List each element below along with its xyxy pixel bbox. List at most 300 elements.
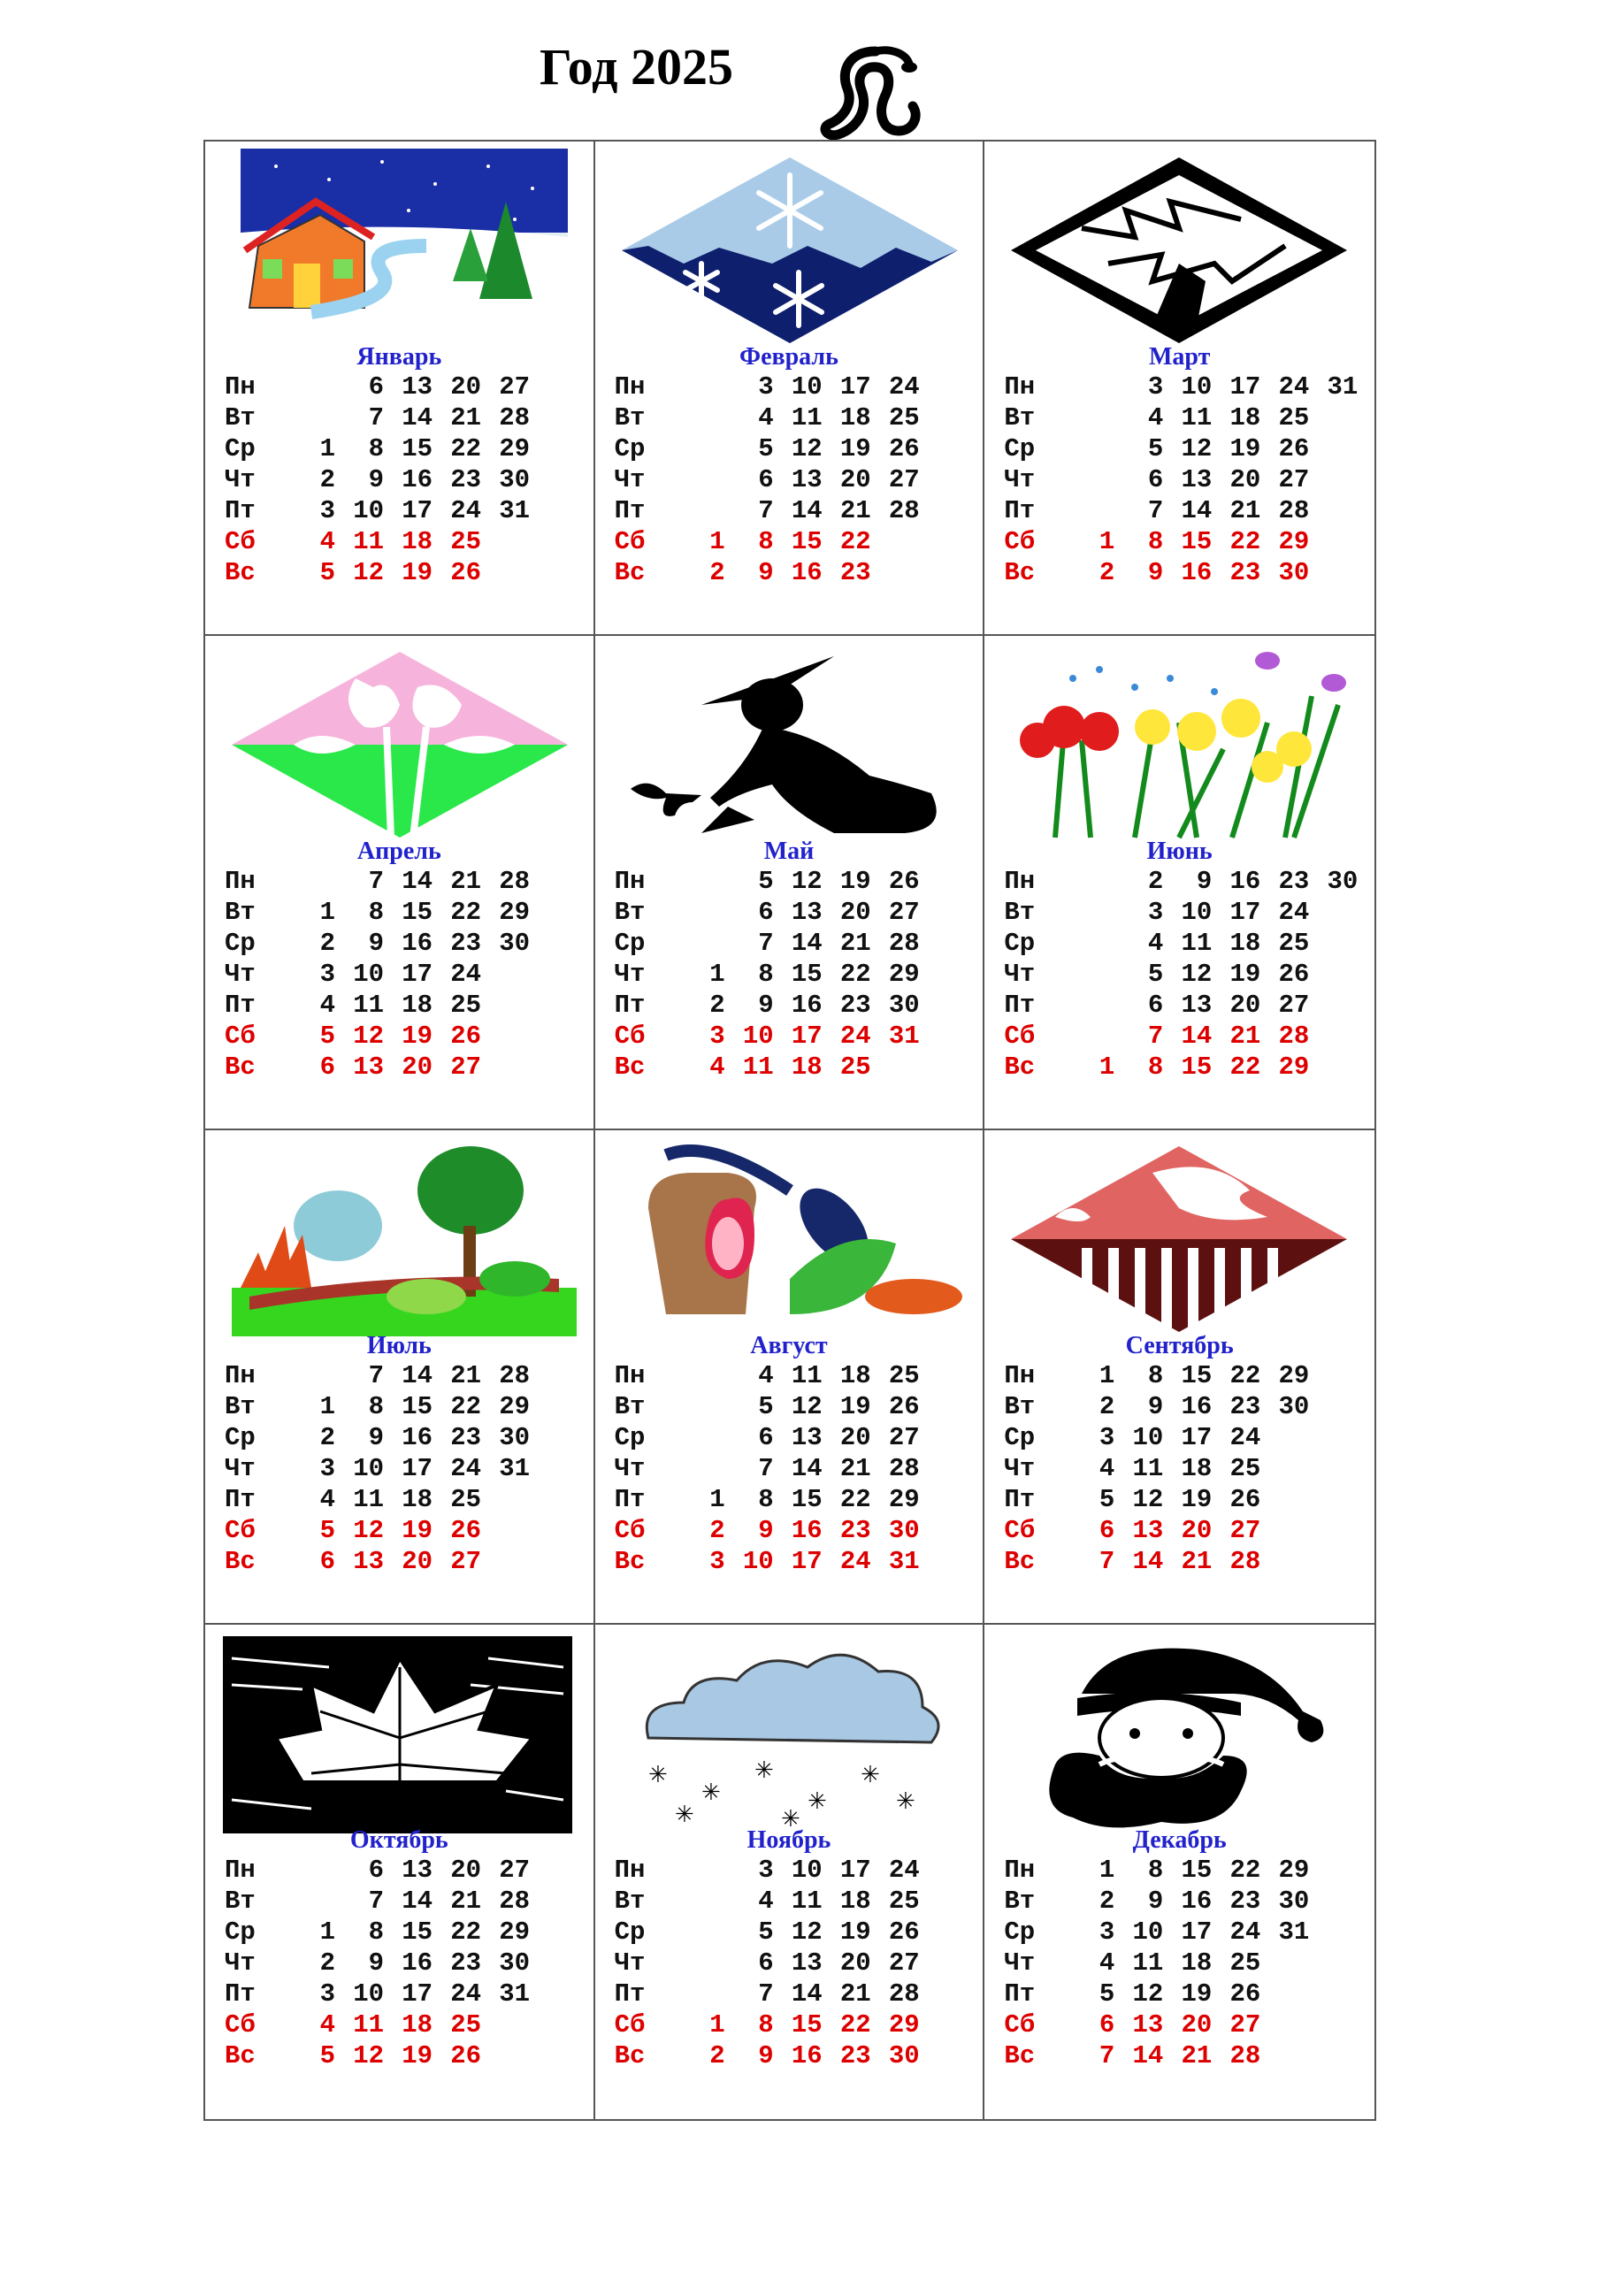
date-cell: 14	[402, 1361, 433, 1390]
weekday-row	[615, 1917, 920, 1948]
weekday-label: Сб	[225, 527, 256, 556]
weekday-row	[1004, 990, 1358, 1021]
date-cell: 5	[758, 1917, 774, 1947]
weekday-label: Вт	[1004, 403, 1036, 432]
date-cell: 21	[1229, 496, 1261, 525]
weekday-row	[225, 1546, 530, 1577]
date-cell: 24	[839, 1547, 871, 1576]
date-cell: 29	[888, 2010, 920, 2040]
date-cell: 6	[758, 465, 774, 494]
date-cell: 16	[402, 929, 433, 958]
date-cell: 8	[1147, 1856, 1164, 1885]
date-cell: 22	[839, 2010, 871, 2040]
tulips-icon	[223, 643, 577, 845]
date-cell: 21	[839, 496, 871, 525]
weekday-row	[615, 1515, 920, 1546]
garden-bed-icon	[223, 1137, 577, 1339]
weekday-label: Вс	[225, 1547, 256, 1576]
date-cell: 16	[1181, 1887, 1213, 1916]
date-cell: 31	[499, 1979, 530, 2009]
date-cell: 3	[319, 1979, 335, 2009]
date-cell: 5	[319, 1022, 335, 1051]
weekday-label: Пт	[225, 1979, 256, 2009]
date-cell: 27	[1229, 2010, 1261, 2040]
weekday-row	[1004, 1546, 1309, 1577]
date-cell: 3	[709, 1547, 725, 1576]
date-cell: 8	[1147, 1361, 1164, 1390]
gardener-silhouette-icon	[613, 643, 967, 845]
month-days	[615, 866, 920, 1083]
weekday-row	[1004, 928, 1358, 959]
date-cell: 24	[450, 960, 481, 989]
date-cell: 4	[709, 1052, 725, 1082]
date-cell: 3	[1147, 372, 1164, 402]
weekday-row	[1004, 1021, 1358, 1052]
date-cell: 8	[1147, 527, 1164, 556]
date-cell: 13	[353, 1547, 384, 1576]
date-cell: 26	[888, 1917, 920, 1947]
date-cell: 30	[1278, 1887, 1310, 1916]
weekday-label: Пт	[225, 1485, 256, 1514]
date-cell: 8	[1147, 1052, 1164, 1082]
date-cell: 26	[1278, 960, 1310, 989]
date-cell: 3	[319, 1454, 335, 1483]
date-cell: 27	[888, 1423, 920, 1452]
date-cell: 9	[1147, 1392, 1164, 1421]
month-card-march	[984, 142, 1374, 636]
date-cell: 20	[839, 1423, 871, 1452]
month-days	[1004, 866, 1358, 1083]
date-cell: 2	[319, 1948, 335, 1978]
date-cell: 8	[758, 527, 774, 556]
date-cell: 10	[353, 1979, 384, 2009]
date-cell: 25	[839, 1052, 871, 1082]
date-cell: 14	[1181, 1022, 1213, 1051]
date-cell: 22	[450, 434, 481, 463]
weekday-label: Вс	[225, 2041, 256, 2070]
date-cell: 5	[758, 434, 774, 463]
date-cell: 1	[319, 434, 335, 463]
date-cell: 11	[791, 1361, 823, 1390]
date-cell: 2	[1147, 867, 1164, 896]
month-name: Октябрь	[349, 1826, 448, 1854]
date-cell: 8	[758, 960, 774, 989]
date-cell: 17	[1229, 372, 1261, 402]
weekday-label: Сб	[1004, 1022, 1036, 1051]
date-cell: 21	[839, 929, 871, 958]
date-cell: 1	[1099, 1361, 1115, 1390]
date-cell: 24	[450, 1454, 481, 1483]
date-cell: 30	[499, 1423, 530, 1452]
date-cell: 30	[1327, 867, 1359, 896]
weekday-row	[615, 1052, 920, 1083]
date-cell: 30	[1278, 1392, 1310, 1421]
date-cell: 9	[1196, 867, 1213, 896]
month-card-june	[984, 636, 1374, 1130]
weekday-row	[615, 1546, 920, 1577]
weekday-label: Вс	[1004, 1547, 1036, 1576]
date-cell: 8	[368, 1392, 384, 1421]
svg-text:✳: ✳	[700, 1779, 721, 1806]
date-cell: 20	[450, 1856, 481, 1885]
weekday-row	[225, 2009, 530, 2040]
date-cell: 23	[1229, 1887, 1261, 1916]
date-cell: 6	[1099, 2010, 1115, 2040]
date-cell: 12	[1132, 1979, 1164, 2009]
date-cell: 24	[888, 1856, 920, 1885]
date-cell: 25	[450, 2010, 481, 2040]
date-cell: 24	[1278, 372, 1310, 402]
weekday-row	[225, 990, 530, 1021]
date-cell: 20	[402, 1052, 433, 1082]
svg-text:✳: ✳	[674, 1802, 694, 1828]
date-cell: 1	[319, 1917, 335, 1947]
date-cell: 19	[839, 1917, 871, 1947]
date-cell: 6	[368, 372, 384, 402]
weekday-label: Сб	[1004, 1516, 1036, 1545]
page-title: Год 2025	[540, 38, 733, 96]
weekday-row	[1004, 464, 1358, 495]
date-cell: 15	[402, 1917, 433, 1947]
weekday-row	[1004, 557, 1358, 588]
date-cell: 18	[402, 1485, 433, 1514]
weekday-label: Пн	[1004, 1856, 1036, 1885]
weekday-row	[225, 526, 530, 557]
weekday-label: Вт	[225, 1887, 256, 1916]
date-cell: 29	[1278, 1856, 1310, 1885]
date-cell: 18	[402, 991, 433, 1020]
date-cell: 21	[450, 1887, 481, 1916]
weekday-row	[615, 495, 920, 526]
date-cell: 30	[499, 1948, 530, 1978]
month-card-february	[595, 142, 985, 636]
date-cell: 19	[1229, 434, 1261, 463]
weekday-label: Чт	[1004, 1454, 1036, 1483]
date-cell: 5	[1099, 1979, 1115, 2009]
date-cell: 10	[1181, 898, 1213, 927]
date-cell: 20	[1229, 991, 1261, 1020]
weekday-row	[225, 959, 530, 990]
date-cell: 8	[368, 898, 384, 927]
weekday-row	[225, 1021, 530, 1052]
weekday-label: Чт	[1004, 1948, 1036, 1978]
date-cell: 10	[791, 372, 823, 402]
date-cell: 15	[402, 1392, 433, 1421]
weekday-label: Сб	[614, 1022, 646, 1051]
date-cell: 16	[791, 991, 823, 1020]
date-cell: 18	[791, 1052, 823, 1082]
weekday-row	[225, 1360, 530, 1391]
date-cell: 13	[1181, 991, 1213, 1020]
date-cell: 11	[353, 2010, 384, 2040]
weekday-label: Пт	[614, 1979, 646, 2009]
weekday-row	[225, 1453, 530, 1484]
weekday-row	[615, 1855, 920, 1886]
weekday-row	[615, 433, 920, 464]
date-cell: 11	[1132, 1454, 1164, 1483]
date-cell: 28	[499, 403, 530, 432]
date-cell: 29	[1278, 1361, 1310, 1390]
date-cell: 17	[1181, 1423, 1213, 1452]
weekday-label: Вт	[1004, 1887, 1036, 1916]
date-cell: 14	[402, 403, 433, 432]
date-cell: 26	[888, 1392, 920, 1421]
date-cell: 25	[888, 1361, 920, 1390]
date-cell: 13	[791, 1948, 823, 1978]
month-name: Декабрь	[1132, 1826, 1227, 1854]
weekday-label: Сб	[1004, 527, 1036, 556]
weekday-row	[615, 897, 920, 928]
month-card-september	[984, 1130, 1374, 1625]
date-cell: 19	[1181, 1485, 1213, 1514]
month-days	[225, 371, 530, 588]
month-days	[615, 1855, 920, 2071]
weekday-row	[1004, 1917, 1309, 1948]
month-days	[615, 1360, 920, 1577]
date-cell: 10	[353, 496, 384, 525]
weekday-row	[225, 464, 530, 495]
weekday-row	[225, 928, 530, 959]
snow-cloud-icon	[613, 1632, 967, 1833]
date-cell: 2	[1099, 1887, 1115, 1916]
month-name: Март	[1148, 343, 1211, 371]
weekday-row	[225, 1422, 530, 1453]
date-cell: 26	[450, 2041, 481, 2070]
svg-text:✳: ✳	[807, 1788, 827, 1815]
date-cell: 9	[368, 1948, 384, 1978]
weekday-row	[615, 1453, 920, 1484]
date-cell: 9	[1147, 1887, 1164, 1916]
weekday-row	[615, 1886, 920, 1917]
weekday-row	[1004, 1360, 1309, 1391]
date-cell: 7	[758, 1454, 774, 1483]
date-cell: 23	[450, 465, 481, 494]
date-cell: 30	[888, 991, 920, 1020]
date-cell: 26	[450, 1516, 481, 1545]
date-cell: 15	[791, 2010, 823, 2040]
date-cell: 29	[499, 898, 530, 927]
month-card-december	[984, 1625, 1374, 2119]
weekday-row	[225, 433, 530, 464]
weekday-row	[225, 2040, 530, 2071]
date-cell: 31	[888, 1022, 920, 1051]
date-cell: 15	[402, 434, 433, 463]
date-cell: 11	[353, 527, 384, 556]
date-cell: 12	[791, 1392, 823, 1421]
date-cell: 2	[1099, 1392, 1115, 1421]
date-cell: 17	[791, 1022, 823, 1051]
date-cell: 25	[1229, 1454, 1261, 1483]
date-cell: 12	[791, 434, 823, 463]
date-cell: 22	[1229, 1052, 1261, 1082]
date-cell: 19	[402, 2041, 433, 2070]
date-cell: 24	[1229, 1423, 1261, 1452]
weekday-label: Пт	[225, 991, 256, 1020]
weekday-label: Вс	[614, 1547, 646, 1576]
date-cell: 14	[1132, 2041, 1164, 2070]
date-cell: 20	[402, 1547, 433, 1576]
weekday-label: Чт	[614, 465, 646, 494]
weekday-row	[615, 2040, 920, 2071]
date-cell: 10	[353, 1454, 384, 1483]
date-cell: 18	[1229, 403, 1261, 432]
weekday-row	[225, 371, 530, 402]
weekday-label: Пн	[225, 1361, 256, 1390]
weekday-row	[225, 1855, 530, 1886]
svg-text:✳: ✳	[780, 1806, 800, 1833]
date-cell: 2	[319, 929, 335, 958]
date-cell: 31	[499, 496, 530, 525]
date-cell: 5	[758, 867, 774, 896]
date-cell: 3	[319, 960, 335, 989]
date-cell: 13	[791, 898, 823, 927]
date-cell: 27	[1229, 1516, 1261, 1545]
date-cell: 5	[1147, 960, 1164, 989]
date-cell: 9	[758, 2041, 774, 2070]
weekday-label: Чт	[1004, 465, 1036, 494]
month-name: Май	[763, 838, 815, 865]
date-cell: 11	[353, 1485, 384, 1514]
date-cell: 15	[1181, 1856, 1213, 1885]
date-cell: 21	[450, 403, 481, 432]
date-cell: 10	[1132, 1917, 1164, 1947]
date-cell: 29	[1278, 527, 1310, 556]
date-cell: 13	[353, 1052, 384, 1082]
weekday-label: Вт	[614, 1392, 646, 1421]
weekday-label: Ср	[614, 1917, 646, 1947]
date-cell: 17	[402, 1454, 433, 1483]
weekday-row	[615, 526, 920, 557]
weekday-row	[1004, 402, 1358, 433]
date-cell: 22	[839, 1485, 871, 1514]
weekday-row	[1004, 1886, 1309, 1917]
month-name: Апрель	[356, 838, 441, 865]
weekday-label: Ср	[1004, 434, 1036, 463]
date-cell: 8	[368, 1917, 384, 1947]
date-cell: 26	[1229, 1979, 1261, 2009]
date-cell: 11	[1181, 403, 1213, 432]
date-cell: 5	[758, 1392, 774, 1421]
weekday-row	[225, 495, 530, 526]
svg-text:✳: ✳	[860, 1762, 880, 1788]
date-cell: 7	[1099, 2041, 1115, 2070]
weekday-row	[1004, 1422, 1309, 1453]
weekday-label: Вс	[1004, 558, 1036, 587]
date-cell: 23	[839, 991, 871, 1020]
date-cell: 21	[1181, 1547, 1213, 1576]
date-cell: 15	[1181, 1361, 1213, 1390]
date-cell: 28	[1278, 496, 1310, 525]
weekday-row	[615, 557, 920, 588]
date-cell: 22	[450, 898, 481, 927]
date-cell: 8	[368, 434, 384, 463]
weekday-label: Пн	[614, 867, 646, 896]
flowers-icon	[1002, 643, 1356, 845]
date-cell: 31	[499, 1454, 530, 1483]
date-cell: 23	[1278, 867, 1310, 896]
weekday-label: Чт	[225, 960, 256, 989]
date-cell: 28	[888, 496, 920, 525]
weekday-label: Пн	[614, 1361, 646, 1390]
date-cell: 9	[758, 1516, 774, 1545]
weekday-row	[1004, 433, 1358, 464]
date-cell: 7	[368, 403, 384, 432]
date-cell: 11	[791, 403, 823, 432]
date-cell: 12	[791, 1917, 823, 1947]
weekday-label: Чт	[225, 465, 256, 494]
date-cell: 16	[1229, 867, 1261, 896]
date-cell: 30	[888, 2041, 920, 2070]
date-cell: 14	[791, 1979, 823, 2009]
date-cell: 14	[791, 1454, 823, 1483]
weekday-row	[225, 1391, 530, 1422]
date-cell: 15	[791, 527, 823, 556]
date-cell: 7	[1147, 496, 1164, 525]
date-cell: 29	[888, 1485, 920, 1514]
date-cell: 26	[450, 558, 481, 587]
date-cell: 6	[1147, 465, 1164, 494]
weekday-label: Вт	[614, 898, 646, 927]
date-cell: 26	[450, 1022, 481, 1051]
date-cell: 7	[1147, 1022, 1164, 1051]
weekday-row	[615, 990, 920, 1021]
santa-claus-icon	[1002, 1632, 1356, 1833]
weekday-label: Пт	[614, 991, 646, 1020]
weekday-label: Пн	[225, 372, 256, 402]
month-card-november	[595, 1625, 985, 2119]
date-cell: 25	[450, 527, 481, 556]
weekday-row	[615, 959, 920, 990]
month-days	[1004, 371, 1358, 588]
weekday-label: Ср	[1004, 1423, 1036, 1452]
date-cell: 10	[1181, 372, 1213, 402]
weekday-label: Сб	[614, 527, 646, 556]
date-cell: 11	[742, 1052, 774, 1082]
weekday-row	[615, 1391, 920, 1422]
date-cell: 20	[1229, 465, 1261, 494]
month-name: Январь	[356, 343, 442, 371]
date-cell: 27	[499, 372, 530, 402]
date-cell: 27	[888, 1948, 920, 1978]
date-cell: 28	[888, 929, 920, 958]
date-cell: 28	[1278, 1022, 1310, 1051]
date-cell: 1	[1099, 1052, 1115, 1082]
date-cell: 4	[758, 1361, 774, 1390]
date-cell: 15	[1181, 527, 1213, 556]
date-cell: 12	[1132, 1485, 1164, 1514]
weekday-row	[225, 1886, 530, 1917]
date-cell: 6	[319, 1547, 335, 1576]
date-cell: 6	[758, 1948, 774, 1978]
date-cell: 21	[839, 1979, 871, 2009]
weekday-label: Чт	[614, 960, 646, 989]
date-cell: 23	[1229, 1392, 1261, 1421]
date-cell: 10	[742, 1547, 774, 1576]
date-cell: 31	[1278, 1917, 1310, 1947]
date-cell: 3	[1147, 898, 1164, 927]
date-cell: 16	[1181, 1392, 1213, 1421]
weekday-label: Вт	[225, 403, 256, 432]
weekday-row	[615, 866, 920, 897]
date-cell: 14	[1181, 496, 1213, 525]
date-cell: 17	[791, 1547, 823, 1576]
date-cell: 17	[839, 1856, 871, 1885]
date-cell: 21	[839, 1454, 871, 1483]
date-cell: 6	[1147, 991, 1164, 1020]
weekday-label: Пн	[225, 1856, 256, 1885]
date-cell: 21	[450, 1361, 481, 1390]
date-cell: 7	[758, 929, 774, 958]
